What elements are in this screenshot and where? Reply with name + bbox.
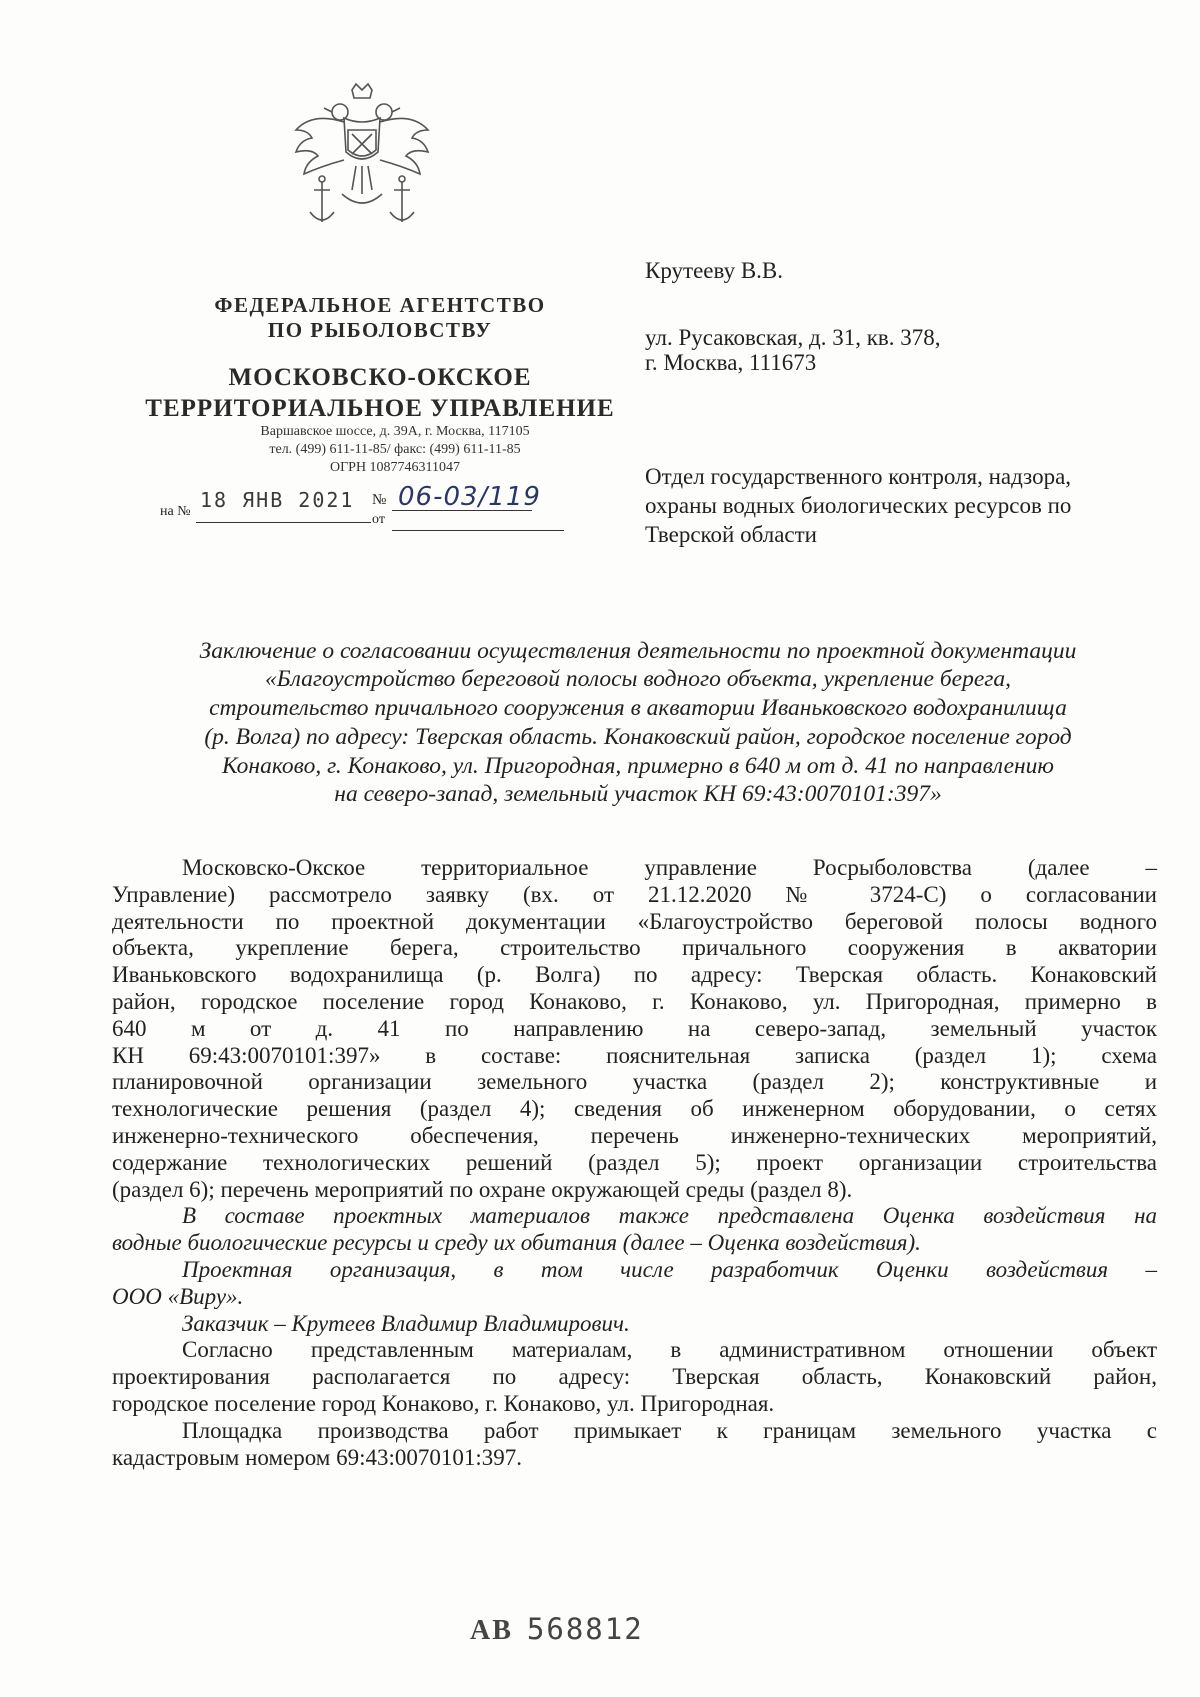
body-text-line: В составе проектных материалов также представлена Оценка воздействия на	[182, 1203, 1157, 1228]
body-text-line: городское поселение город Конаково, г. Конаково, ул. Пригородная.	[112, 1391, 775, 1416]
body-text-line: район, городское поселение город Конаково, г. Конаково, ул. Пригородная, примерно в	[112, 989, 1157, 1014]
agency-name-line2: ПО РЫБОЛОВСТВУ	[267, 318, 493, 342]
body-text-line: содержание технологических решений (раздел 5); проект организации строительства	[112, 1150, 1157, 1175]
office-name-line2: ТЕРРИТОРИАЛЬНОЕ УПРАВЛЕНИЕ	[145, 395, 615, 422]
body-text-line: инженерно-технического обеспечения, перечень инженерно-технических мероприятий,	[112, 1123, 1157, 1148]
body-text-line: технологические решения (раздел 4); сведения об инженерном оборудовании, о сетях	[112, 1096, 1157, 1121]
body-text-line: (раздел 6); перечень мероприятий по охране окружающей среды (раздел 8).	[112, 1177, 853, 1202]
title-line: «Благоустройство береговой полосы водного объекта, укрепление берега,	[264, 666, 1012, 692]
addressee-street: ул. Русаковская, д. 31, кв. 378,	[645, 325, 941, 350]
on-number-label: на №	[160, 504, 191, 519]
title-line: на северо-запад, земельный участок КН 69:43:0070101:397»	[334, 781, 942, 807]
number-underline	[392, 510, 532, 511]
title-line: строительство причального сооружения в акватории Иваньковского водохранилища	[209, 695, 1067, 721]
office-address: Варшавское шоссе, д. 39А, г. Москва, 117105	[260, 424, 530, 439]
body-text-line: Заказчик – Крутеев Владимир Владимирович.	[182, 1311, 630, 1336]
title-line: Заключение о согласовании осуществления деятельности по проектной документации	[199, 638, 1077, 664]
from-underline	[392, 530, 564, 531]
from-label: от	[372, 512, 385, 527]
body-text-line: ООО «Виру».	[112, 1284, 244, 1309]
handwritten-outgoing-number: 06-03/119	[398, 482, 541, 512]
addressee-name: Крутееву В.В.	[645, 258, 784, 283]
body-text-line: объекта, укрепление берега, строительство причального сооружения в акватории	[112, 935, 1157, 960]
copy-to-line: Отдел государственного контроля, надзора,	[645, 464, 1072, 489]
body-text-line: Проектная организация, в том числе разработчик Оценки воздействия –	[182, 1257, 1157, 1282]
office-name-line1: МОСКОВСКО-ОКСКОЕ	[228, 364, 532, 391]
body-text-line: Согласно представленным материалам, в административном отношении объект	[182, 1337, 1157, 1362]
agency-name-line1: ФЕДЕРАЛЬНОЕ АГЕНТСТВО	[214, 293, 546, 317]
body-text-line: Иваньковского водохранилища (р. Волга) по адресу: Тверская область. Конаковский	[112, 962, 1157, 987]
title-line: Конаково, г. Конаково, ул. Пригородная, примерно в 640 м от д. 41 по направлению	[221, 753, 1055, 779]
form-serial-number	[470, 1612, 644, 1647]
office-ogrn: ОГРН 1087746311047	[329, 460, 461, 475]
body-text-line: планировочной организации земельного участка (раздел 2); конструктивные и	[112, 1069, 1157, 1094]
body-text-line: кадастровым номером 69:43:0070101:397.	[112, 1445, 523, 1470]
title-line: (р. Волга) по адресу: Тверская область. Конаковский район, городское поселение город	[204, 724, 1072, 750]
body-text-line: водные биологические ресурсы и среду их обитания (далее – Оценка воздействия).	[112, 1230, 921, 1255]
registration-date-stamp: 18 ЯНВ 2021	[200, 488, 355, 512]
body-text-line: Московско-Окское территориальное управление Росрыболовства (далее –	[182, 855, 1157, 880]
registration-line	[160, 482, 580, 532]
body-text-line: Управление) рассмотрело заявку (вх. от 21.12.2020 № 3724-С) о согласовании	[112, 882, 1157, 907]
serial-number: 568812	[526, 1612, 644, 1646]
addressee-city: г. Москва, 111673	[645, 350, 817, 375]
body-text-line: проектирования располагается по адресу: Тверская область, Конаковский район,	[112, 1364, 1157, 1389]
emblem-eagle-icon	[282, 82, 442, 242]
serial-prefix: АВ	[470, 1615, 513, 1646]
copy-to-line: охраны водных биологических ресурсов по	[645, 493, 1072, 518]
body-text-line: Площадка производства работ примыкает к границам земельного участка с	[182, 1418, 1157, 1443]
date-underline	[196, 522, 371, 523]
copy-to-line: Тверской области	[645, 522, 817, 547]
body-text-line: деятельности по проектной документации «Благоустройство береговой полосы водного	[112, 909, 1157, 934]
number-label: №	[372, 492, 387, 508]
office-phone: тел. (499) 611-11-85/ факс: (499) 611-11-85	[269, 442, 521, 457]
body-text-line: КН 69:43:0070101:397» в составе: пояснительная записка (раздел 1); схема	[112, 1043, 1157, 1068]
body-text-line: 640 м от д. 41 по направлению на северо-запад, земельный участок	[112, 1016, 1157, 1041]
